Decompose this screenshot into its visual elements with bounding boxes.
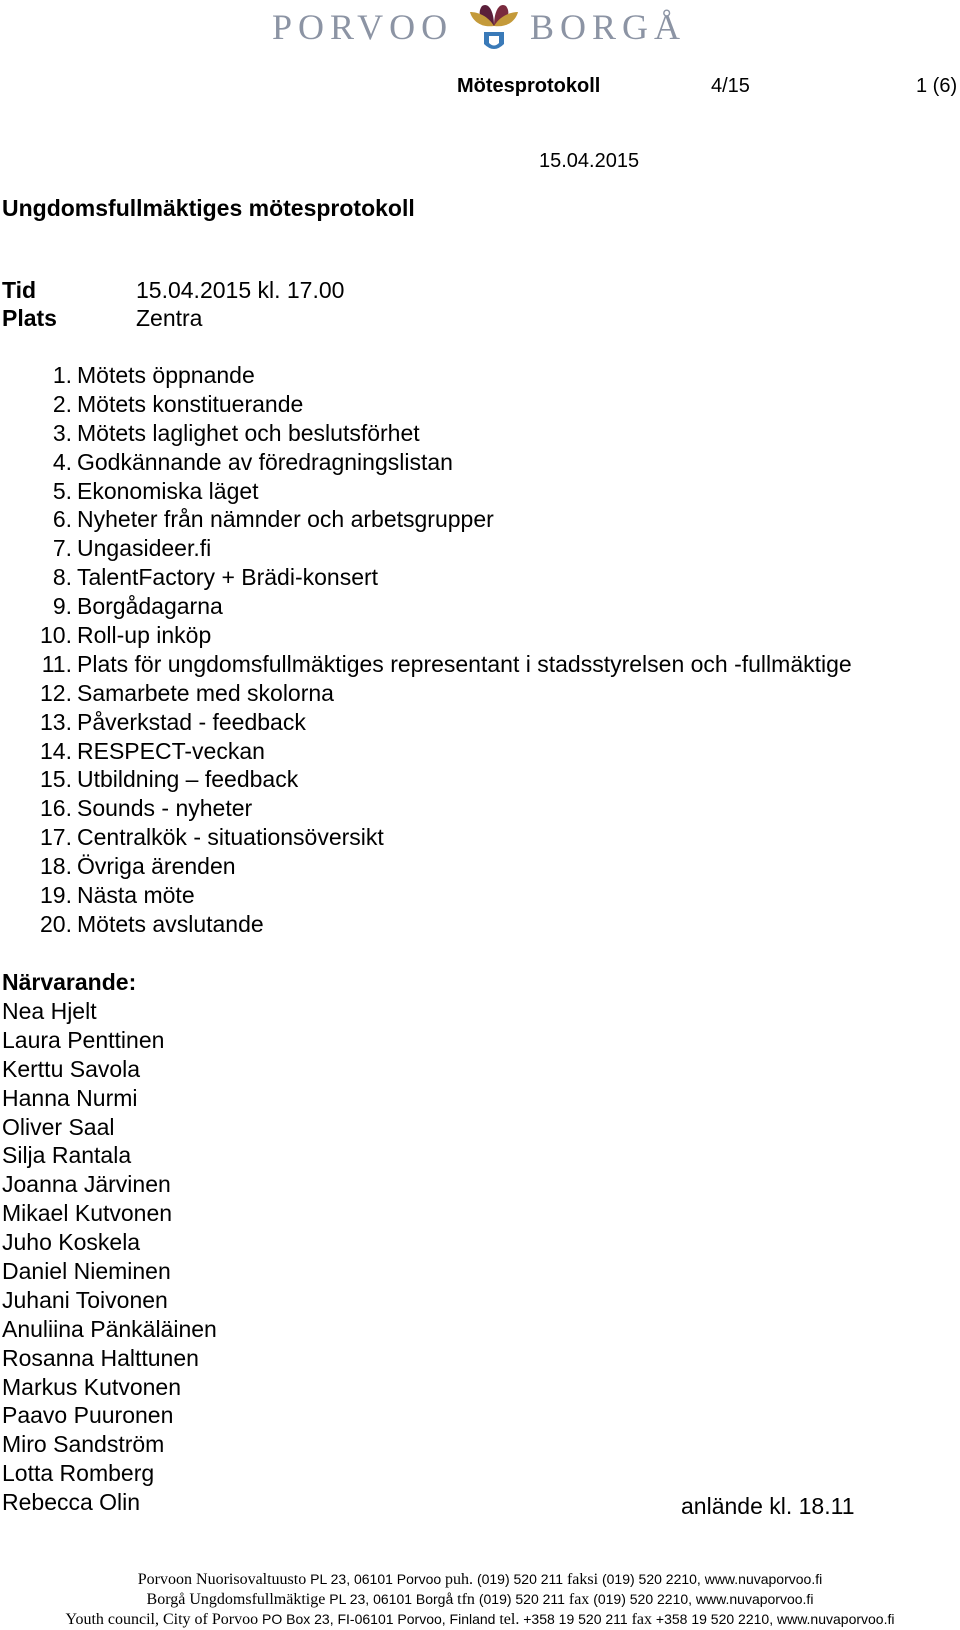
footer-line xyxy=(0,1591,960,1609)
attendee-name: Kerttu Savola xyxy=(2,1055,141,1082)
crest-icon xyxy=(468,0,520,56)
agenda-item-number: 11. xyxy=(41,650,72,677)
agenda-item-number: 4. xyxy=(52,448,72,475)
agenda-item-text: Borgådagarna xyxy=(77,593,223,620)
footer-org: Porvoon Nuorisovaltuusto xyxy=(137,1571,307,1588)
agenda-item-number: 16. xyxy=(40,795,72,822)
footer-l1: tfn xyxy=(457,1591,475,1608)
page-indicator: 1 (6) xyxy=(916,75,958,97)
meta-place-label: Plats xyxy=(2,305,57,331)
agenda-item-text: Nyheter från nämnder och arbetsgrupper xyxy=(77,506,494,533)
logo-left-word: PORVOO xyxy=(272,7,454,47)
agenda-item-number: 13. xyxy=(40,708,72,735)
attendee-name: Daniel Nieminen xyxy=(2,1258,171,1285)
agenda-item-text: Centralkök - situationsöversikt xyxy=(77,824,384,851)
logo-right-word: BORGÅ xyxy=(530,7,687,47)
agenda-item-text: Godkännande av föredragningslistan xyxy=(77,448,453,475)
attendee-name: Rosanna Halttunen xyxy=(2,1344,199,1371)
agenda-item-text: Ekonomiska läget xyxy=(77,477,259,504)
footer-l2: fax xyxy=(631,1611,653,1628)
footer-v2: (019) 520 2210, www.nuvaporvoo.fi xyxy=(601,1571,823,1587)
attendee-name: Nea Hjelt xyxy=(2,998,97,1024)
agenda-item-number: 15. xyxy=(40,766,72,793)
agenda-item-number: 5. xyxy=(52,477,72,504)
agenda-item-number: 10. xyxy=(40,622,72,649)
footer-v1: (019) 520 211 xyxy=(478,1591,565,1607)
attendance-list xyxy=(2,997,217,1517)
agenda-item-number: 9. xyxy=(52,593,72,620)
footer-addr: PO Box 23, FI-06101 Porvoo, Finland xyxy=(262,1611,496,1627)
footer-org: Youth council, City of Porvoo xyxy=(65,1611,259,1628)
agenda-item-text: TalentFactory + Brädi-konsert xyxy=(77,564,379,591)
meta-place-value: Zentra xyxy=(136,305,203,331)
attendee-name: Miro Sandström xyxy=(2,1431,165,1458)
doc-type: Mötesprotokoll xyxy=(457,75,601,97)
agenda-item-text: Övriga ärenden xyxy=(77,853,236,880)
attendee-name: Joanna Järvinen xyxy=(2,1171,171,1198)
footer-org: Borgå Ungdomsfullmäktige xyxy=(146,1591,326,1608)
agenda-item-text: Påverkstad - feedback xyxy=(77,708,306,735)
porvoo-borga-logo xyxy=(272,0,692,56)
footer-l2: fax xyxy=(568,1591,590,1608)
agenda-item-number: 12. xyxy=(40,679,72,706)
meta-time-value: 15.04.2015 kl. 17.00 xyxy=(136,277,345,303)
agenda-item-number: 18. xyxy=(40,853,72,880)
agenda-item-text: Utbildning – feedback xyxy=(77,766,299,793)
agenda-item-number: 20. xyxy=(40,910,72,937)
agenda-item-number: 8. xyxy=(52,564,72,591)
doc-date: 15.04.2015 xyxy=(539,150,640,172)
footer-v1: (019) 520 211 xyxy=(476,1571,564,1587)
footer-line xyxy=(0,1611,960,1629)
agenda-item-number: 17. xyxy=(40,824,72,851)
attendee-name: Rebecca Olin xyxy=(2,1489,141,1516)
agenda-item-number: 2. xyxy=(52,390,72,417)
attendance-heading: Närvarande: xyxy=(2,969,137,995)
doc-number: 4/15 xyxy=(711,75,750,97)
attendee-name: Mikael Kutvonen xyxy=(2,1200,173,1227)
attendee-name: Laura Penttinen xyxy=(2,1026,165,1053)
agenda-item-number: 19. xyxy=(40,882,72,909)
footer-l2: faksi xyxy=(566,1571,599,1588)
agenda-item-text: Nästa möte xyxy=(77,882,195,909)
agenda-item-text: Mötets konstituerande xyxy=(77,390,304,417)
attendee-name: Hanna Nurmi xyxy=(2,1084,138,1111)
agenda-item-number: 1. xyxy=(52,362,72,388)
attendee-name: Lotta Romberg xyxy=(2,1460,155,1487)
agenda-item-text: Mötets öppnande xyxy=(77,362,255,388)
meta-time-label: Tid xyxy=(2,277,37,303)
agenda-item-number: 14. xyxy=(40,737,72,764)
agenda-item-text: Mötets laglighet och beslutsförhet xyxy=(77,419,420,446)
agenda-item-text: Roll-up inköp xyxy=(77,622,212,649)
page-title: Ungdomsfullmäktiges mötesprotokoll xyxy=(2,195,415,221)
attendee-name: Silja Rantala xyxy=(2,1142,132,1169)
attendee-name: Markus Kutvonen xyxy=(2,1373,181,1400)
footer-v2: +358 19 520 2210, www.nuvaporvoo.fi xyxy=(655,1611,895,1627)
agenda-item-number: 7. xyxy=(52,535,72,562)
agenda-item-number: 6. xyxy=(52,506,72,533)
attendee-name: Paavo Puuronen xyxy=(2,1402,174,1429)
footer-v2: (019) 520 2210, www.nuvaporvoo.fi xyxy=(593,1591,814,1607)
agenda-item-text: Ungasideer.fi xyxy=(77,535,212,562)
attendee-name: Juho Koskela xyxy=(2,1229,141,1256)
footer-addr: PL 23, 06101 Porvoo xyxy=(310,1571,442,1587)
agenda-item-text: Samarbete med skolorna xyxy=(77,679,334,706)
footer-v1: +358 19 520 211 xyxy=(523,1611,628,1627)
agenda-item-text: RESPECT-veckan xyxy=(77,737,265,764)
agenda-item-text: Mötets avslutande xyxy=(77,910,264,937)
footer-addr: PL 23, 06101 Borgå xyxy=(329,1591,454,1607)
agenda-item-number: 3. xyxy=(52,419,72,446)
attendee-name: Oliver Saal xyxy=(2,1113,115,1140)
attendee-name: Anuliina Pänkäläinen xyxy=(2,1315,217,1342)
footer-line xyxy=(0,1571,960,1589)
late-arrival-note: anlände kl. 18.11 xyxy=(681,1493,855,1519)
agenda-item-text: Plats för ungdomsfullmäktiges representant i stadsstyrelsen och -fullmäktige xyxy=(77,650,852,677)
agenda-item-text: Sounds - nyheter xyxy=(77,795,253,822)
footer-l1: puh. xyxy=(445,1571,474,1588)
attendee-name: Juhani Toivonen xyxy=(2,1286,168,1313)
footer-l1: tel. xyxy=(499,1611,520,1628)
